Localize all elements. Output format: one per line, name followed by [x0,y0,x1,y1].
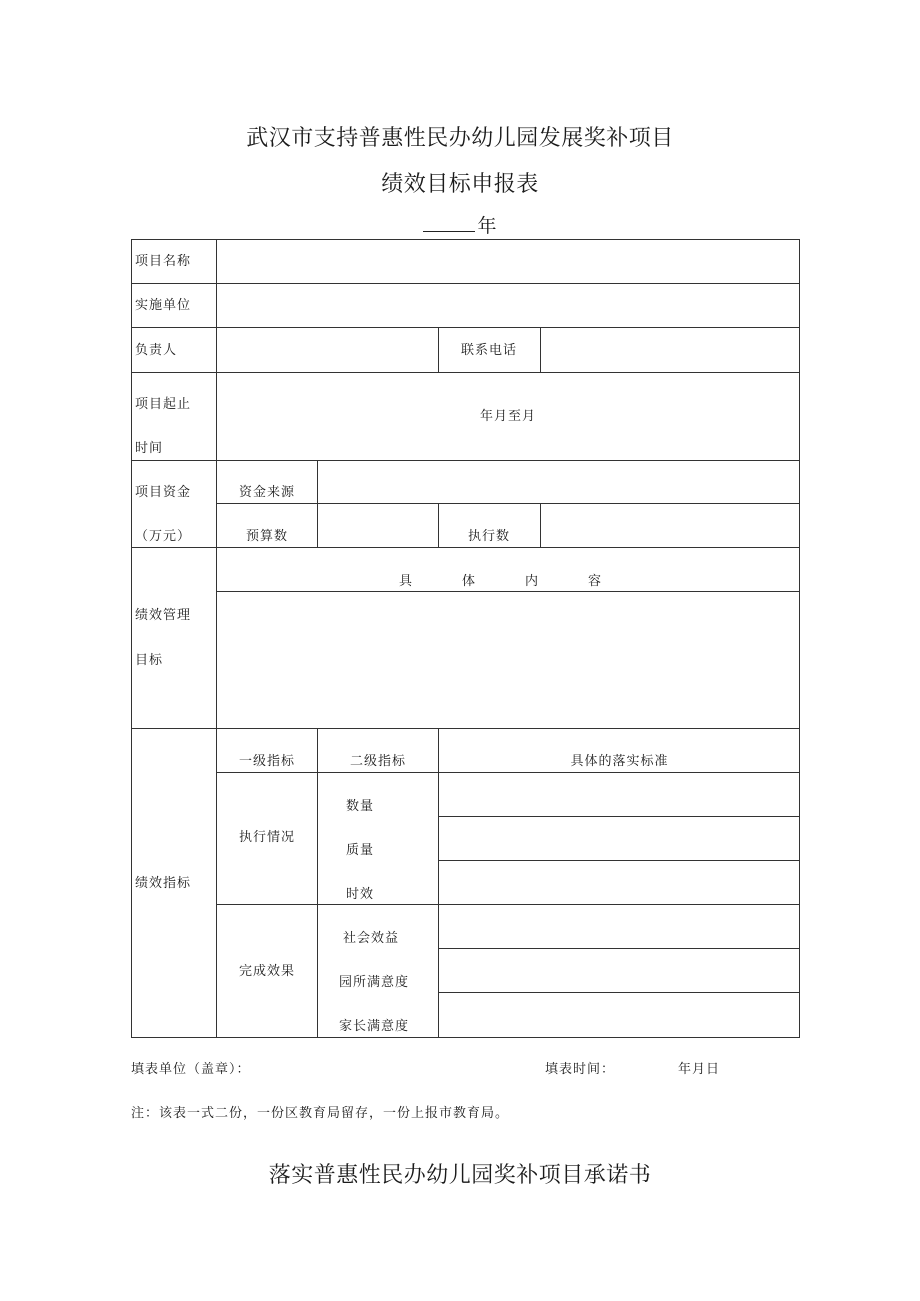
label-period-line2: 时间 [135,441,164,456]
label-responsible: 负责人 [135,343,178,358]
label-parent-sat: 家长满意度 [339,1019,410,1034]
label-executed: 执行数 [467,529,510,544]
label-indicators: 绩效指标 [135,876,192,891]
period-value: 年月至月 [479,409,536,424]
label-period-line1: 项目起止 [135,397,192,412]
label-effect: 完成效果 [238,964,295,979]
label-qty: 数量 [346,799,375,814]
performance-form-table [131,239,800,1038]
label-budget: 预算数 [245,529,288,544]
form-note: 注：该表一式二份，一份区教育局留存，一份上报市教育局。 [131,1106,510,1121]
fill-date-label: 年月日 [678,1062,721,1077]
pledge-title: 落实普惠性民办幼儿园奖补项目承诺书 [268,1163,652,1188]
label-school-sat: 园所满意度 [339,975,410,990]
year-label: 年 [477,215,497,237]
fill-unit-label: 填表单位（盖章）： [131,1062,251,1077]
label-goal-line2: 目标 [135,653,164,668]
label-funds-line2: （万元） [135,529,192,544]
label-phone: 联系电话 [460,343,517,358]
label-level1: 一级指标 [238,754,295,769]
label-impl-unit: 实施单位 [135,298,192,313]
form-title: 武汉市支持普惠性民办幼儿园发展奖补项目 [246,126,674,151]
label-exec-status: 执行情况 [238,830,295,845]
label-quality: 质量 [346,843,375,858]
label-goal-line1: 绩效管理 [135,608,192,623]
year-blank[interactable] [423,213,475,232]
label-content-header: 具体内容 [399,574,652,589]
label-fund-source: 资金来源 [238,485,295,500]
label-level2: 二级指标 [349,754,406,769]
fill-time-label: 填表时间： [545,1062,616,1077]
label-social: 社会效益 [343,931,400,946]
year-field [0,211,920,238]
form-subtitle: 绩效目标申报表 [381,172,539,197]
label-timeliness: 时效 [346,887,375,902]
label-project-name: 项目名称 [135,254,192,269]
label-funds-line1: 项目资金 [135,485,192,500]
label-standard: 具体的落实标准 [570,754,669,769]
